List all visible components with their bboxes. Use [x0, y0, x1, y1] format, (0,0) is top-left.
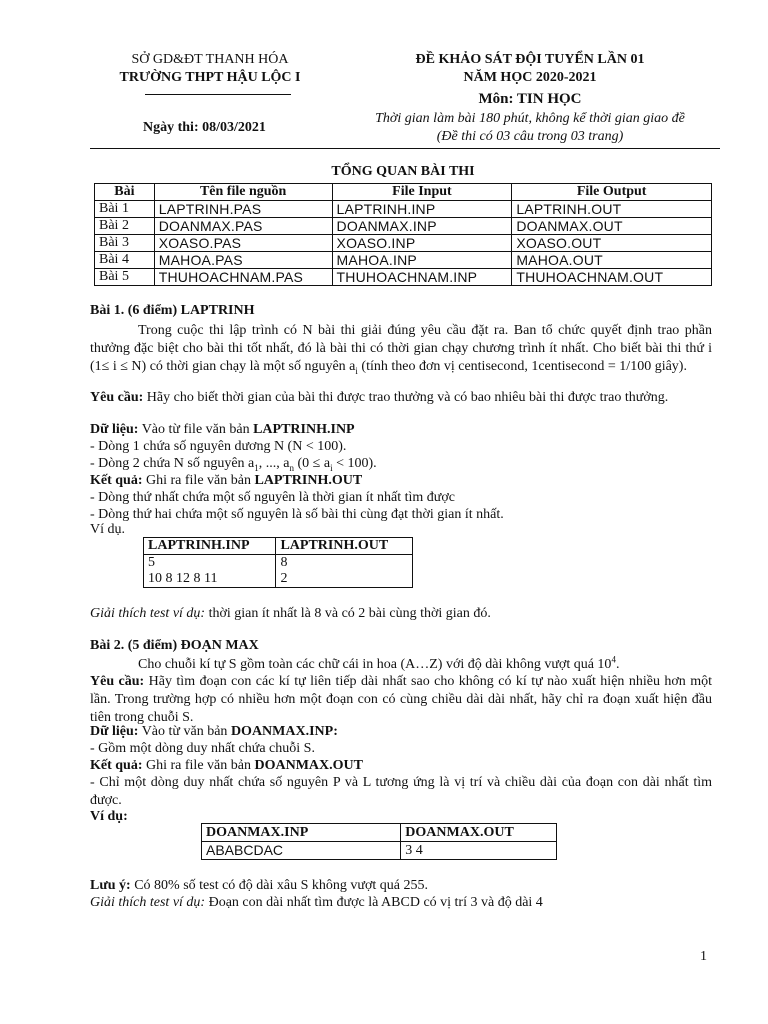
overview-cell: XOASO.INP — [332, 235, 512, 252]
example-row — [144, 555, 413, 572]
page-note: (Đề thi có 03 câu trong 03 trang) — [436, 129, 624, 144]
overview-row — [95, 252, 712, 269]
problem1-input-spec: Dữ liệu: Vào từ file văn bản LAPTRINH.INP — [90, 422, 355, 437]
problem2-output-spec: Kết quả: Ghi ra file văn bản DOANMAX.OUT — [90, 758, 363, 773]
example-header-row — [144, 538, 413, 555]
school-name: TRƯỜNG THPT HẬU LỘC I — [119, 70, 301, 85]
example-header-cell: LAPTRINH.OUT — [276, 538, 413, 555]
exam-date: Ngày thi: 08/03/2021 — [143, 120, 266, 135]
example-row — [202, 842, 557, 860]
problem1-input-line1: - Dòng 1 chứa số nguyên dương N (N < 100). — [90, 439, 347, 454]
problem1-output-spec: Kết quả: Ghi ra file văn bản LAPTRINH.OUT — [90, 473, 363, 488]
overview-cell: Bài 1 — [95, 201, 155, 218]
overview-cell: Bài 3 — [95, 235, 155, 252]
subject: Môn: TIN HỌC — [478, 91, 582, 107]
overview-row — [95, 201, 712, 218]
problem1-requirement: Yêu cầu: Hãy cho biết thời gian của bài thi được trao thưởng và có bao nhiêu bài thi được trao thưởng. — [90, 390, 669, 405]
problem1-input-line2: - Dòng 2 chứa N số nguyên $a_1$, ..., $a_n$ $(0 \le a_i < 100)$. — [90, 456, 377, 473]
example-cell: 5 — [144, 555, 276, 572]
exam-title: ĐỀ KHẢO SÁT ĐỘI TUYỂN LẦN 01 — [415, 52, 645, 67]
overview-cell: MAHOA.OUT — [512, 252, 712, 269]
problem2-input-spec: Dữ liệu: Vào từ văn bản DOANMAX.INP: — [90, 724, 338, 739]
overview-cell: MAHOA.PAS — [154, 252, 332, 269]
overview-cell: XOASO.OUT — [512, 235, 712, 252]
example-header-cell: DOANMAX.INP — [202, 824, 401, 842]
overview-cell: DOANMAX.INP — [332, 218, 512, 235]
overview-title: TỔNG QUAN BÀI THI — [331, 164, 475, 179]
overview-row — [95, 235, 712, 252]
example-row — [144, 571, 413, 588]
overview-header-cell: File Input — [332, 184, 512, 201]
time-note: Thời gian làm bài 180 phút, không kể thời gian giao đề — [375, 111, 685, 126]
example-cell: 8 — [276, 555, 413, 572]
problem1-heading: Bài 1. (6 điểm) LAPTRINH — [90, 303, 255, 318]
overview-cell: Bài 4 — [95, 252, 155, 269]
example-cell: ABABCDAC — [202, 842, 401, 860]
overview-header-cell: File Output — [512, 184, 712, 201]
page-number: 1 — [700, 949, 707, 964]
overview-cell: THUHOACHNAM.OUT — [512, 269, 712, 286]
problem2-input-line1: - Gồm một dòng duy nhất chứa chuỗi S. — [90, 741, 315, 756]
example-header-cell: LAPTRINH.INP — [144, 538, 276, 555]
problem2-heading: Bài 2. (5 điểm) ĐOẠN MAX — [90, 638, 259, 653]
overview-cell: LAPTRINH.OUT — [512, 201, 712, 218]
problem2-example-table — [201, 823, 557, 860]
overview-header-cell: Bài — [95, 184, 155, 201]
overview-cell: DOANMAX.OUT — [512, 218, 712, 235]
problem2-explanation: Giải thích test ví dụ: Đoạn con dài nhất tìm được là ABCD có vị trí 3 và độ dài 4 — [90, 895, 543, 910]
overview-cell: THUHOACHNAM.INP — [332, 269, 512, 286]
problem2-example-label: Ví dụ: — [90, 809, 128, 824]
problem1-output-line1: - Dòng thứ nhất chứa một số nguyên là thời gian ít nhất tìm được — [90, 490, 455, 505]
problem1-example-table — [143, 537, 413, 588]
problem1-output-line2: - Dòng thứ hai chứa một số nguyên là số bài thi cùng đạt thời gian ít nhất. — [90, 507, 504, 522]
overview-row — [95, 269, 712, 286]
example-header-row — [202, 824, 557, 842]
header-underline — [145, 94, 291, 95]
example-cell: 3 4 — [401, 842, 557, 860]
example-header-cell: DOANMAX.OUT — [401, 824, 557, 842]
header-divider — [90, 148, 720, 149]
problem2-note: Lưu ý: Có 80% số test có độ dài xâu S không vượt quá 255. — [90, 878, 428, 893]
example-cell: 10 8 12 8 11 — [144, 571, 276, 588]
problem1-explanation: Giải thích test ví dụ: thời gian ít nhất là 8 và có 2 bài cùng thời gian đó. — [90, 606, 491, 621]
overview-cell: DOANMAX.PAS — [154, 218, 332, 235]
problem2-requirement: Yêu cầu: Hãy tìm đoạn con các kí tự liên tiếp dài nhất sao cho không có kí tự nào xuất hiện nhiều hơn một lần. Trong trường hợp có nhiều hơn một đoạn con có cùng chiều dài dài nhất, hãy chỉ ra đoạn xuất hiện đầu tiên trong chuỗi S. — [90, 674, 712, 725]
problem2-intro: Cho chuỗi kí tự S gồm toàn các chữ cái in hoa (A…Z) với độ dài không vượt quá $10^4$. — [138, 654, 620, 672]
department-name: SỞ GD&ĐT THANH HÓA — [131, 52, 289, 67]
overview-cell: Bài 5 — [95, 269, 155, 286]
school-year: NĂM HỌC 2020-2021 — [463, 70, 597, 85]
problem2-output-line1: - Chỉ một dòng duy nhất chứa số nguyên P và L tương ứng là vị trí và chiều dài của đoạn con dài nhất tìm được. — [90, 775, 712, 808]
example-cell: 2 — [276, 571, 413, 588]
overview-header-row — [95, 184, 712, 201]
problem1-example-label: Ví dụ. — [90, 522, 125, 537]
overview-header-cell: Tên file nguồn — [154, 184, 332, 201]
problem1-intro: Trong cuộc thi lập trình có N bài thi giải đúng yêu cầu đặt ra. Ban tổ chức quyết định trao phần thưởng đặc biệt cho bài thi tốt nhất, đó là bài thi có thời gian chạy chương trình ít nhất. Cho biết bài thi thứ i (1≤ i ≤ N) có thời gian chạy là một số nguyên $a_i$ (tính theo đơn vị centisecond, 1centisecond = 1/100 giây). — [90, 323, 712, 376]
overview-cell: MAHOA.INP — [332, 252, 512, 269]
overview-cell: Bài 2 — [95, 218, 155, 235]
overview-table — [94, 183, 712, 286]
overview-cell: LAPTRINH.INP — [332, 201, 512, 218]
overview-cell: THUHOACHNAM.PAS — [154, 269, 332, 286]
overview-cell: XOASO.PAS — [154, 235, 332, 252]
overview-cell: LAPTRINH.PAS — [154, 201, 332, 218]
overview-row — [95, 218, 712, 235]
